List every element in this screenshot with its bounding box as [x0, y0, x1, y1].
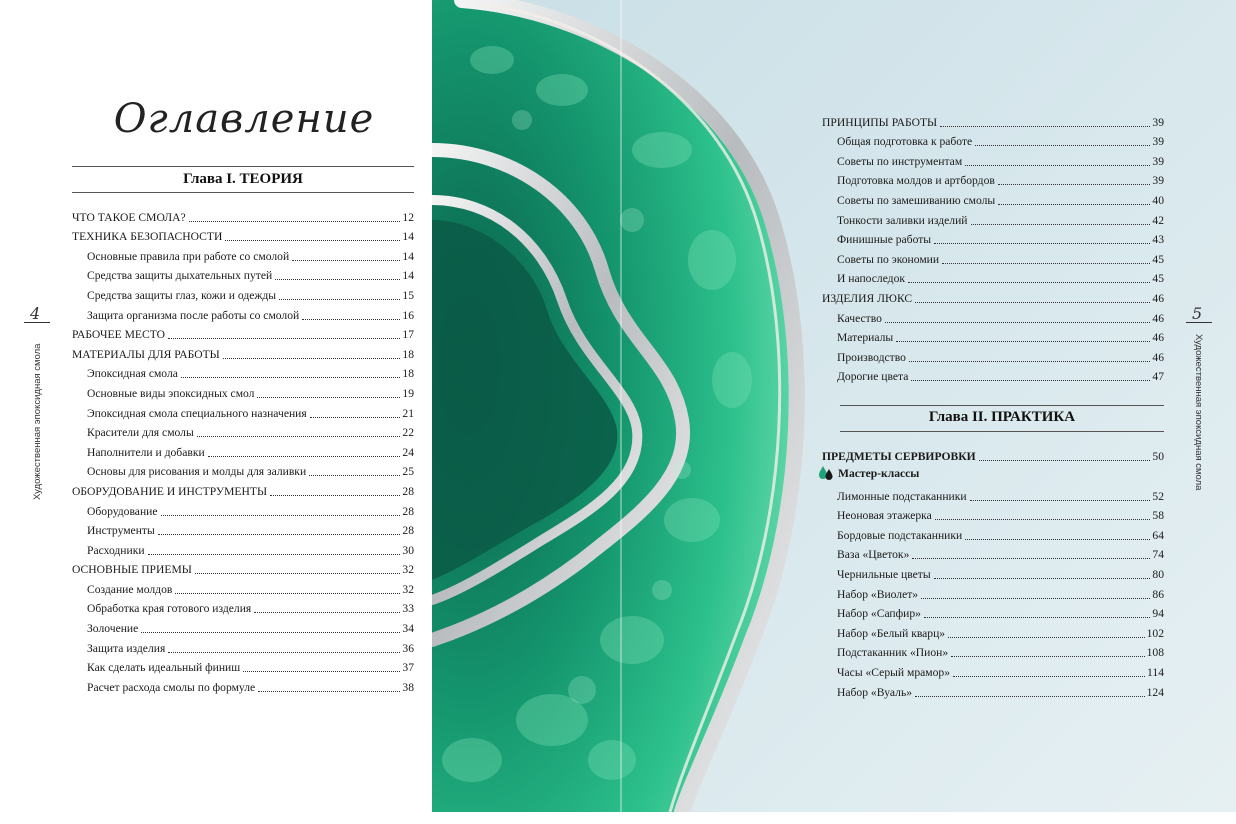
toc-entry-label: Материалы — [837, 331, 894, 345]
toc-leader-dots — [971, 224, 1151, 225]
chapter-2-rule-bottom — [840, 431, 1164, 432]
toc-entry[interactable] — [822, 523, 1164, 543]
toc-entry-label: Защита организма после работы со смолой — [87, 308, 300, 322]
toc-entry-page: 40 — [1152, 193, 1164, 207]
toc-entry[interactable] — [822, 484, 1164, 504]
toc-entry-label: Основные виды эпоксидных смол — [87, 386, 255, 400]
toc-entry-label: И напоследок — [837, 272, 906, 286]
toc-entry-label: Золочение — [87, 622, 139, 636]
toc-entry[interactable] — [822, 247, 1164, 267]
toc-leader-dots — [921, 598, 1150, 599]
toc-leader-dots — [915, 302, 1150, 303]
masterclass-subhead — [818, 465, 919, 481]
toc-entry[interactable] — [72, 303, 414, 323]
toc-entry-label: Как сделать идеальный финиш — [87, 661, 241, 675]
toc-entry-page: 34 — [402, 622, 414, 636]
toc-entry-label: МАТЕРИАЛЫ ДЛЯ РАБОТЫ — [72, 347, 220, 361]
toc-entry[interactable] — [72, 342, 414, 362]
toc-entry[interactable] — [72, 421, 414, 441]
toc-entry-label: Расчет расхода смолы по формуле — [87, 680, 256, 694]
toc-leader-dots — [885, 322, 1150, 323]
toc-entry-page: 64 — [1152, 528, 1164, 542]
toc-section-label: ПРЕДМЕТЫ СЕРВИРОВКИ — [822, 449, 976, 463]
chapter-2-rule-top — [840, 405, 1164, 406]
toc-entry-page: 124 — [1146, 685, 1164, 699]
toc-entry-label: Оборудование — [87, 504, 158, 518]
toc-leader-dots — [935, 519, 1151, 520]
toc-leader-dots — [310, 417, 401, 418]
toc-entry-page: 94 — [1152, 607, 1164, 621]
toc-leader-dots — [223, 358, 401, 359]
toc-entry-label: ОБОРУДОВАНИЕ И ИНСТРУМЕНТЫ — [72, 484, 268, 498]
toc-entry[interactable] — [72, 381, 414, 401]
toc-entry[interactable] — [822, 169, 1164, 189]
toc-entry[interactable] — [822, 562, 1164, 582]
toc-entry-label: Расходники — [87, 543, 145, 557]
toc-leader-dots — [168, 338, 400, 339]
toc-leader-dots — [302, 319, 400, 320]
toc-entry[interactable] — [822, 660, 1164, 680]
toc-entry[interactable] — [72, 479, 414, 499]
toc-entry-label: Обработка края готового изделия — [87, 602, 252, 616]
toc-leader-dots — [175, 593, 400, 594]
toc-leader-dots — [948, 637, 1145, 638]
toc-leader-dots — [208, 456, 401, 457]
toc-entry-page: 16 — [402, 308, 414, 322]
toc-entry-page: 14 — [402, 249, 414, 263]
toc-entry-page: 46 — [1152, 331, 1164, 345]
toc-entry-label: Лимонные подстаканники — [837, 489, 967, 503]
toc-entry-page: 47 — [1152, 370, 1164, 384]
toc-entry-label: Основы для рисования и молды для заливки — [87, 465, 307, 479]
toc-entry-page: 102 — [1146, 626, 1164, 640]
toc-leader-dots — [148, 554, 401, 555]
toc-entry-label: РАБОЧЕЕ МЕСТО — [72, 328, 166, 342]
toc-entry[interactable] — [822, 543, 1164, 563]
toc-leader-dots — [257, 397, 400, 398]
toc-leader-dots — [189, 221, 401, 222]
toc-leader-dots — [270, 495, 400, 496]
running-title-left: Художественная эпоксидная смола — [32, 343, 43, 500]
toc-entry-label: Тонкости заливки изделий — [837, 213, 968, 227]
toc-leader-dots — [940, 126, 1150, 127]
toc-entry-page: 38 — [402, 680, 414, 694]
toc-list-left — [72, 205, 414, 695]
toc-entry[interactable] — [72, 519, 414, 539]
chapter-rule-bottom — [72, 192, 414, 193]
toc-entry[interactable] — [72, 244, 414, 264]
toc-entry-label: Чернильные цветы — [837, 567, 931, 581]
toc-leader-dots — [158, 534, 401, 535]
toc-entry-label: Советы по инструментам — [837, 154, 963, 168]
toc-entry-label: Неоновая этажерка — [837, 509, 932, 523]
toc-leader-dots — [912, 558, 1150, 559]
toc-entry-page: 39 — [1152, 115, 1164, 129]
toc-entry-label: Советы по замешиванию смолы — [837, 193, 996, 207]
toc-entry-page: 28 — [402, 524, 414, 538]
toc-entry-label: Наполнители и добавки — [87, 445, 205, 459]
toc-entry-label: Набор «Белый кварц» — [837, 626, 946, 640]
toc-entry-label: Эпоксидная смола — [87, 367, 178, 381]
toc-leader-dots — [979, 460, 1151, 461]
toc-entry[interactable] — [72, 323, 414, 343]
page-number-left: 4 — [30, 304, 41, 323]
toc-entry[interactable] — [72, 675, 414, 695]
toc-entry[interactable] — [72, 283, 414, 303]
toc-leader-dots — [934, 578, 1151, 579]
running-title-right: Художественная эпоксидная смола — [1193, 334, 1204, 491]
water-drops-icon — [818, 465, 834, 481]
toc-entry[interactable] — [822, 326, 1164, 346]
toc-entry-label: Бордовые подстаканники — [837, 528, 963, 542]
toc-entry-page: 22 — [402, 426, 414, 440]
left-page — [0, 0, 432, 824]
toc-leader-dots — [924, 617, 1150, 618]
toc-entry[interactable] — [72, 636, 414, 656]
toc-entry-page: 46 — [1152, 350, 1164, 364]
toc-entry-label: Дорогие цвета — [837, 370, 909, 384]
toc-leader-dots — [243, 671, 400, 672]
toc-leader-dots — [911, 380, 1150, 381]
page-bottom-margin — [0, 812, 1236, 824]
toc-entry-label: Часы «Серый мрамор» — [837, 665, 951, 679]
toc-leader-dots — [161, 515, 401, 516]
toc-entry-page: 19 — [402, 386, 414, 400]
toc-entry[interactable] — [822, 267, 1164, 287]
toc-leader-dots — [309, 475, 400, 476]
toc-entry[interactable] — [72, 205, 414, 225]
toc-list-right-bottom — [822, 484, 1164, 700]
toc-leader-dots — [279, 299, 400, 300]
toc-entry[interactable] — [822, 208, 1164, 228]
toc-entry-page: 24 — [402, 445, 414, 459]
toc-entry[interactable] — [822, 621, 1164, 641]
toc-entry-page: 74 — [1152, 548, 1164, 562]
toc-entry-page: 39 — [1152, 154, 1164, 168]
toc-leader-dots — [292, 260, 400, 261]
toc-leader-dots — [168, 652, 400, 653]
toc-entry[interactable] — [72, 538, 414, 558]
toc-entry[interactable] — [822, 365, 1164, 385]
toc-entry-page: 46 — [1152, 291, 1164, 305]
toc-leader-dots — [975, 145, 1150, 146]
toc-entry-page: 32 — [402, 563, 414, 577]
toc-entry[interactable] — [72, 656, 414, 676]
toc-entry[interactable] — [822, 188, 1164, 208]
toc-entry-label: Подстаканник «Пион» — [837, 646, 949, 660]
toc-entry[interactable] — [822, 149, 1164, 169]
toc-entry-label: Защита изделия — [87, 641, 166, 655]
toc-entry-page: 21 — [402, 406, 414, 420]
toc-entry-label: Набор «Сапфир» — [837, 607, 921, 621]
toc-entry[interactable] — [72, 440, 414, 460]
toc-entry[interactable] — [72, 616, 414, 636]
toc-entry[interactable] — [72, 225, 414, 245]
masterclass-label: Мастер-классы — [838, 466, 920, 480]
toc-entry-label: Создание молдов — [87, 582, 173, 596]
toc-entry-page: 28 — [402, 504, 414, 518]
toc-entry-label: Ваза «Цветок» — [837, 548, 910, 562]
toc-entry-page: 25 — [402, 465, 414, 479]
toc-section-page: 50 — [1152, 449, 1164, 463]
toc-entry-label: Качество — [837, 311, 882, 325]
toc-entry-page: 42 — [1152, 213, 1164, 227]
toc-entry-page: 80 — [1152, 567, 1164, 581]
toc-entry-page: 39 — [1152, 174, 1164, 188]
toc-entry-page: 14 — [402, 269, 414, 283]
toc-entry-page: 39 — [1152, 135, 1164, 149]
toc-leader-dots — [197, 436, 401, 437]
toc-entry[interactable] — [822, 680, 1164, 700]
toc-leader-dots — [965, 539, 1150, 540]
toc-entry[interactable] — [822, 130, 1164, 150]
toc-leader-dots — [258, 691, 400, 692]
toc-entry-page: 32 — [402, 582, 414, 596]
toc-leader-dots — [965, 165, 1150, 166]
toc-entry-label: Основные правила при работе со смолой — [87, 249, 290, 263]
toc-entry-label: Общая подготовка к работе — [837, 135, 973, 149]
toc-title: Оглавление — [113, 96, 375, 142]
toc-entry[interactable] — [72, 264, 414, 284]
toc-section-entry[interactable] — [822, 444, 1164, 464]
toc-entry-label: Набор «Виолет» — [837, 587, 919, 601]
toc-leader-dots — [909, 361, 1150, 362]
toc-entry-label: Производство — [837, 350, 906, 364]
toc-section-servirovka — [822, 444, 1164, 464]
toc-leader-dots — [141, 632, 400, 633]
toc-entry-page: 28 — [402, 484, 414, 498]
toc-entry-label: Подготовка молдов и артбордов — [837, 174, 995, 188]
toc-entry-page: 45 — [1152, 252, 1164, 266]
toc-leader-dots — [998, 204, 1150, 205]
toc-entry-page: 114 — [1147, 665, 1164, 679]
toc-entry-label: Советы по экономии — [837, 252, 940, 266]
toc-leader-dots — [254, 612, 400, 613]
toc-leader-dots — [998, 184, 1151, 185]
toc-entry-label: Инструменты — [87, 524, 155, 538]
toc-leader-dots — [942, 263, 1150, 264]
toc-entry-label: ТЕХНИКА БЕЗОПАСНОСТИ — [72, 230, 223, 244]
chapter-1-heading: Глава I. ТЕОРИЯ — [183, 171, 303, 187]
toc-leader-dots — [225, 240, 400, 241]
toc-entry[interactable] — [822, 345, 1164, 365]
toc-leader-dots — [970, 500, 1151, 501]
toc-entry[interactable] — [822, 641, 1164, 661]
toc-entry-page: 12 — [402, 210, 414, 224]
toc-entry-page: 37 — [402, 661, 414, 675]
toc-entry[interactable] — [72, 499, 414, 519]
page-number-right: 5 — [1192, 304, 1203, 323]
toc-entry[interactable] — [822, 306, 1164, 326]
toc-leader-dots — [195, 573, 401, 574]
toc-entry-page: 18 — [402, 367, 414, 381]
toc-entry[interactable] — [822, 110, 1164, 130]
toc-entry[interactable] — [822, 504, 1164, 524]
toc-entry-page: 86 — [1152, 587, 1164, 601]
toc-leader-dots — [951, 656, 1144, 657]
chapter-2-heading: Глава II. ПРАКТИКА — [928, 409, 1076, 425]
toc-entry-page: 43 — [1152, 233, 1164, 247]
toc-entry-label: ИЗДЕЛИЯ ЛЮКС — [822, 291, 913, 305]
toc-entry[interactable] — [822, 286, 1164, 306]
toc-entry[interactable] — [72, 558, 414, 578]
toc-entry[interactable] — [72, 460, 414, 480]
toc-leader-dots — [896, 341, 1150, 342]
toc-entry[interactable] — [72, 362, 414, 382]
toc-entry[interactable] — [822, 582, 1164, 602]
toc-entry-label: Красители для смолы — [87, 426, 194, 440]
toc-entry-label: Эпоксидная смола специального назначения — [87, 406, 307, 420]
toc-entry-label: Финишные работы — [837, 233, 932, 247]
toc-entry-label: ПРИНЦИПЫ РАБОТЫ — [822, 115, 938, 129]
toc-leader-dots — [275, 279, 400, 280]
toc-entry-label: Набор «Вуаль» — [837, 685, 913, 699]
toc-entry-page: 58 — [1152, 509, 1164, 523]
toc-entry-page: 108 — [1146, 646, 1164, 660]
toc-leader-dots — [934, 243, 1150, 244]
toc-entry[interactable] — [822, 602, 1164, 622]
toc-entry-page: 15 — [402, 288, 414, 302]
toc-entry-page: 30 — [402, 543, 414, 557]
toc-entry-page: 45 — [1152, 272, 1164, 286]
toc-entry[interactable] — [72, 597, 414, 617]
toc-entry-page: 33 — [402, 602, 414, 616]
toc-leader-dots — [953, 676, 1145, 677]
toc-leader-dots — [915, 696, 1145, 697]
toc-entry-label: Средства защиты дыхательных путей — [87, 269, 273, 283]
toc-entry-page: 36 — [402, 641, 414, 655]
toc-leader-dots — [181, 377, 401, 378]
toc-entry-page: 14 — [402, 230, 414, 244]
toc-entry-label: Средства защиты глаз, кожи и одежды — [87, 288, 277, 302]
toc-list-right-top — [822, 110, 1164, 384]
toc-entry-label: ЧТО ТАКОЕ СМОЛА? — [72, 210, 186, 224]
toc-entry[interactable] — [822, 228, 1164, 248]
toc-entry-page: 17 — [402, 328, 414, 342]
chapter-rule-top — [72, 166, 414, 167]
toc-entry-page: 18 — [402, 347, 414, 361]
toc-entry-page: 52 — [1152, 489, 1164, 503]
toc-leader-dots — [908, 282, 1150, 283]
toc-entry[interactable] — [72, 577, 414, 597]
toc-entry-page: 46 — [1152, 311, 1164, 325]
toc-entry-label: ОСНОВНЫЕ ПРИЕМЫ — [72, 563, 192, 577]
toc-entry[interactable] — [72, 401, 414, 421]
